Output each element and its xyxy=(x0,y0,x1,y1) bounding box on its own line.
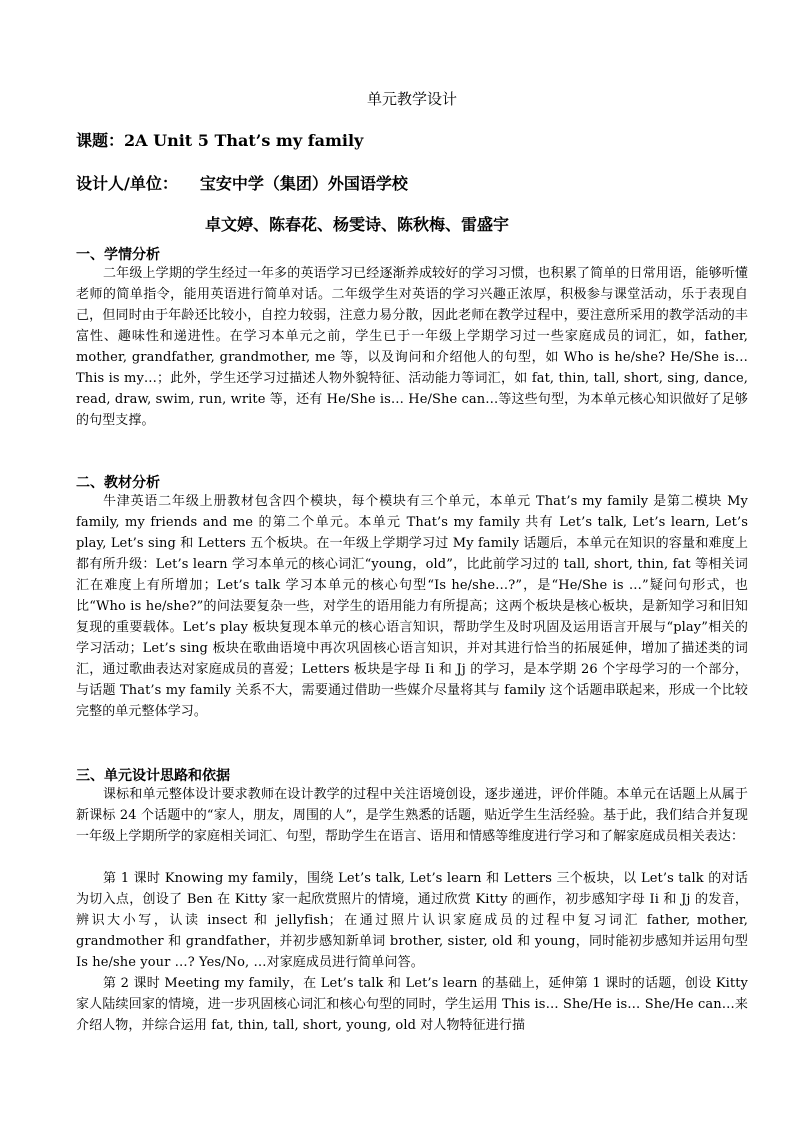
section-heading-design-rationale: 三、单元设计思路和依据 xyxy=(76,768,230,784)
topic-line xyxy=(76,128,363,151)
topic-value: 2A Unit 5 That’s my family xyxy=(124,131,364,150)
designer-line xyxy=(76,171,408,194)
paragraph-lesson-2: 第 2 课时 Meeting my family，在 Let’s talk 和 Let’s learn 的基础上，延伸第 1 课时的话题，创设 Kitty 家人陆续回家的情境，进一步巩固核心词汇和核心句型的同时，学生运用 This is… She/He is… She/He can…来介绍人物，并综合运用 fat, thin, tall, short, young, old 对人物特征进行描 xyxy=(76,976,748,1033)
section-heading-learner-analysis: 一、学情分析 xyxy=(76,247,160,263)
section-heading-textbook-analysis: 二、教材分析 xyxy=(76,475,160,491)
topic-label: 课题： xyxy=(76,131,125,150)
designer-label: 设计人/单位： xyxy=(76,174,178,193)
paragraph-textbook-analysis: 牛津英语二年级上册教材包含四个模块，每个模块有三个单元，本单元 That’s my family 是第二模块 My family, my friends and me 的第二个单元。本单元 That’s my family 共有 Let’s talk, Let’s learn, Let’s play, Let’s sing 和 Letters 五个板块。在一年级上学期学习过 My family 话题后，本单元在知识的容量和难度上都有所升级：Let’s learn 学习本单元的核心词汇“young，old”，比此前学习过的 tall, short, thin, fat 等相关词汇在难度上有所增加；Let’s talk 学习本单元的核心句型“Is he/she…?”，是“He/She is …”疑问句形式，也比“Who is he/she?”的问法要复杂一些，对学生的语用能力有所提高；这两个板块是核心板块，是新知学习和旧知复现的重要载体。Let’s play 板块复现本单元的核心语言知识，帮助学生及时巩固及运用语言开展与“play”相关的学习活动；Let’s sing 板块在歌曲语境中再次巩固核心语言知识，并对其进行恰当的拓展延伸，增加了描述类的词汇，通过歌曲表达对家庭成员的喜爱；Letters 板块是字母 Ii 和 Jj 的学习，是本学期 26 个字母学习的一个部分，与话题 That’s my family 关系不大，需要通过借助一些媒介尽量将其与 family 这个话题串联起来，形成一个比较完整的单元整体学习。 xyxy=(76,494,748,719)
designer-unit: 宝安中学（集团）外国语学校 xyxy=(199,174,408,193)
document-title: 单元教学设计 xyxy=(366,90,457,108)
designer-names: 卓文婷、陈春花、杨雯诗、陈秋梅、雷盛宇 xyxy=(205,215,510,234)
paragraph-learner-analysis: 二年级上学期的学生经过一年多的英语学习已经逐渐养成较好的学习习惯，也积累了简单的日常用语，能够听懂老师的简单指令，能用英语进行简单对话。二年级学生对英语的学习兴趣正浓厚，积极参与课堂活动，乐于表现自己，但同时由于年龄还比较小，自控力较弱，注意力易分散，因此老师在教学过程中，要注意所采用的教学活动的丰富性、趣味性和递进性。在学习本单元之前，学生已于一年级上学期学习过一些家庭成员的词汇，如，father, mother, grandfather, grandmother, me 等，以及询问和介绍他人的句型，如 Who is he/she? He/She is… This is my…；此外，学生还学习过描述人物外貌特征、活动能力等词汇，如 fat, thin, tall, short, sing, dance, read, draw, swim, run, write 等，还有 He/She is… He/She can…等这些句型，为本单元核心知识做好了足够的句型支撑。 xyxy=(76,266,748,428)
paragraph-design-rationale: 课标和单元整体设计要求教师在设计教学的过程中关注语境创设，逐步递进，评价伴随。本单元在话题上从属于新课标 24 个话题中的“家人，朋友，周围的人”，是学生熟悉的话题，贴近学生生活经验。基于此，我们结合并复现一年级上学期所学的家庭相关词汇、句型，帮助学生在语言、语用和情感等维度进行学习和了解家庭成员相关表达： xyxy=(76,787,748,844)
paragraph-lesson-1: 第 1 课时 Knowing my family，围绕 Let’s talk, Let’s learn 和 Letters 三个板块，以 Let’s talk 的对话为切入点，创设了 Ben 在 Kitty 家一起欣赏照片的情境，通过欣赏 Kitty 的画作，初步感知字母 Ii 和 Jj 的发音，辨识大小写，认读 insect 和 jellyfish；在通过照片认识家庭成员的过程中复习词汇 father, mother, grandmother 和 grandfather，并初步感知新单词 brother, sister, old 和 young，同时能初步感知并运用句型 Is he/she your …? Yes/No, …对家庭成员进行简单问答。 xyxy=(76,871,748,970)
